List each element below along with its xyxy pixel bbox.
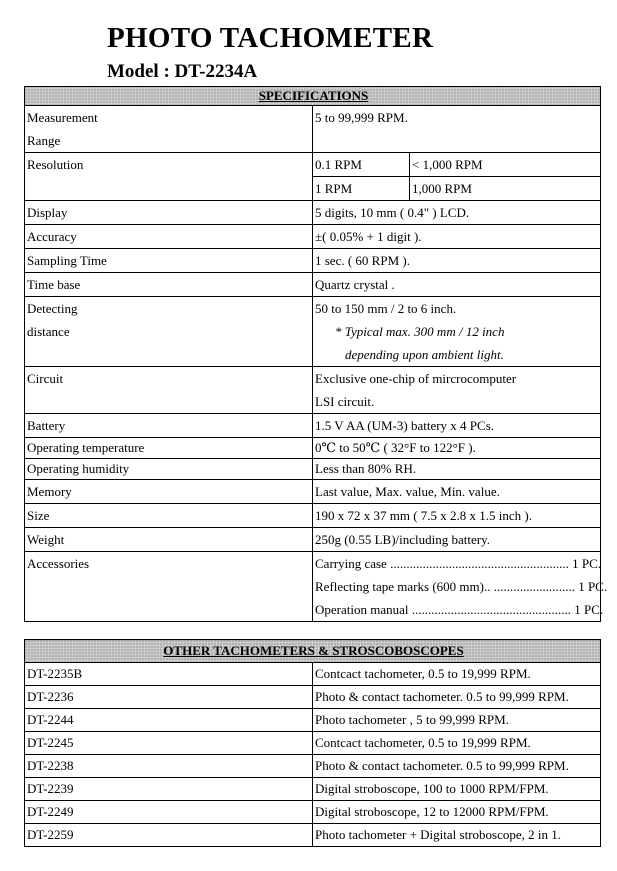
- table-row: [25, 438, 601, 459]
- table-row: [25, 663, 601, 686]
- model-description: Photo & contact tachometer. 0.5 to 99,999 RPM.: [313, 755, 601, 778]
- detecting-note: * Typical max. 300 mm / 12 inch: [335, 324, 505, 339]
- table-row: [25, 732, 601, 755]
- model-description: Contcact tachometer, 0.5 to 19,999 RPM.: [313, 732, 601, 755]
- spec-label: Time base: [25, 273, 313, 297]
- table-row: [25, 755, 601, 778]
- spec-value: Quartz crystal .: [313, 273, 601, 297]
- list-item: Operation manual ................................................. 1 PC.: [315, 602, 604, 617]
- model-number: DT-2249: [25, 801, 313, 824]
- table-row: [25, 153, 601, 201]
- spec-value: 5 digits, 10 mm ( 0.4" ) LCD.: [313, 201, 601, 225]
- table-row: [25, 106, 601, 153]
- table-row: [25, 552, 601, 622]
- spec-value: 1.5 V AA (UM-3) battery x 4 PCs.: [313, 414, 601, 438]
- table-row: [25, 414, 601, 438]
- model-subtitle: Model : DT-2234A: [107, 61, 258, 82]
- accessories-list: [313, 552, 608, 622]
- spec-label: Display: [25, 201, 313, 225]
- specifications-table: [24, 86, 608, 622]
- model-number: DT-2245: [25, 732, 313, 755]
- model-description: Photo & contact tachometer. 0.5 to 99,999 RPM.: [313, 686, 601, 709]
- spec-value: 5 to 99,999 RPM.: [313, 106, 601, 153]
- spec-value: 50 to 150 mm / 2 to 6 inch. * Typical max. 300 mm / 12 inch depending upon ambient light.: [313, 297, 601, 367]
- table-row: [25, 225, 601, 249]
- spec-value: 190 x 72 x 37 mm ( 7.5 x 2.8 x 1.5 inch ).: [313, 504, 601, 528]
- spec-value: 0℃ to 50℃ ( 32°F to 122°F ).: [313, 438, 601, 459]
- spec-value: 1 sec. ( 60 RPM ).: [313, 249, 601, 273]
- model-number: DT-2259: [25, 824, 313, 847]
- spec-value: 250g (0.55 LB)/including battery.: [313, 528, 601, 552]
- spec-label: Accuracy: [25, 225, 313, 249]
- spec-label: Size: [25, 504, 313, 528]
- resolution-value: 1 RPM: [313, 177, 410, 200]
- model-description: Photo tachometer , 5 to 99,999 RPM.: [313, 709, 601, 732]
- resolution-range: < 1,000 RPM: [412, 157, 483, 172]
- model-number: DT-2239: [25, 778, 313, 801]
- model-number: DT-2244: [25, 709, 313, 732]
- resolution-subtable: [313, 153, 601, 201]
- table-row: [25, 709, 601, 732]
- table-row: [25, 528, 601, 552]
- spec-label: Detecting distance: [25, 297, 313, 367]
- spec-label: Sampling Time: [25, 249, 313, 273]
- spec-label: Operating humidity: [25, 459, 313, 480]
- model-description: Contcact tachometer, 0.5 to 19,999 RPM.: [313, 663, 601, 686]
- resolution-value: 0.1 RPM: [313, 153, 410, 176]
- table-row: [25, 297, 601, 367]
- detecting-note: depending upon ambient light.: [345, 347, 504, 362]
- spec-label: Resolution: [25, 153, 313, 201]
- model-number: DT-2235B: [25, 663, 313, 686]
- spec-label: Memory: [25, 480, 313, 504]
- model-number: DT-2238: [25, 755, 313, 778]
- spec-label: Measurement Range: [25, 106, 313, 153]
- other-models-header: OTHER TACHOMETERS & STROSCOBOSCOPES: [25, 640, 601, 663]
- model-number: DT-2236: [25, 686, 313, 709]
- table-row: [25, 824, 601, 847]
- spec-label: Circuit: [25, 367, 313, 414]
- table-row: [25, 201, 601, 225]
- spec-value: ±( 0.05% + 1 digit ).: [313, 225, 601, 249]
- table-row: [25, 504, 601, 528]
- model-description: Digital stroboscope, 100 to 1000 RPM/FPM.: [313, 778, 601, 801]
- table-row: [25, 459, 601, 480]
- table-row: [25, 686, 601, 709]
- spec-value: Less than 80% RH.: [313, 459, 601, 480]
- list-item: Carrying case ....................................................... 1 PC.: [315, 556, 601, 571]
- table-row: [25, 801, 601, 824]
- spec-label: Accessories: [25, 552, 313, 622]
- page-title: PHOTO TACHOMETER: [107, 22, 434, 54]
- table-row: [25, 273, 601, 297]
- model-description: Digital stroboscope, 12 to 12000 RPM/FPM.: [313, 801, 601, 824]
- spec-value: Exclusive one-chip of mircrocomputer LSI circuit.: [313, 367, 601, 414]
- table-row: [25, 480, 601, 504]
- spec-value: Last value, Max. value, Min. value.: [313, 480, 601, 504]
- table-row: [25, 249, 601, 273]
- spec-label: Weight: [25, 528, 313, 552]
- table-row: [25, 367, 601, 414]
- spec-label: Battery: [25, 414, 313, 438]
- model-description: Photo tachometer + Digital stroboscope, 2 in 1.: [313, 824, 601, 847]
- list-item: Reflecting tape marks (600 mm).. ......................... 1 PC.: [315, 579, 608, 594]
- resolution-range: 1,000 RPM: [412, 181, 472, 196]
- specifications-header: SPECIFICATIONS: [25, 87, 601, 106]
- spec-label: Operating temperature: [25, 438, 313, 459]
- table-row: [25, 778, 601, 801]
- other-models-table: [24, 639, 601, 847]
